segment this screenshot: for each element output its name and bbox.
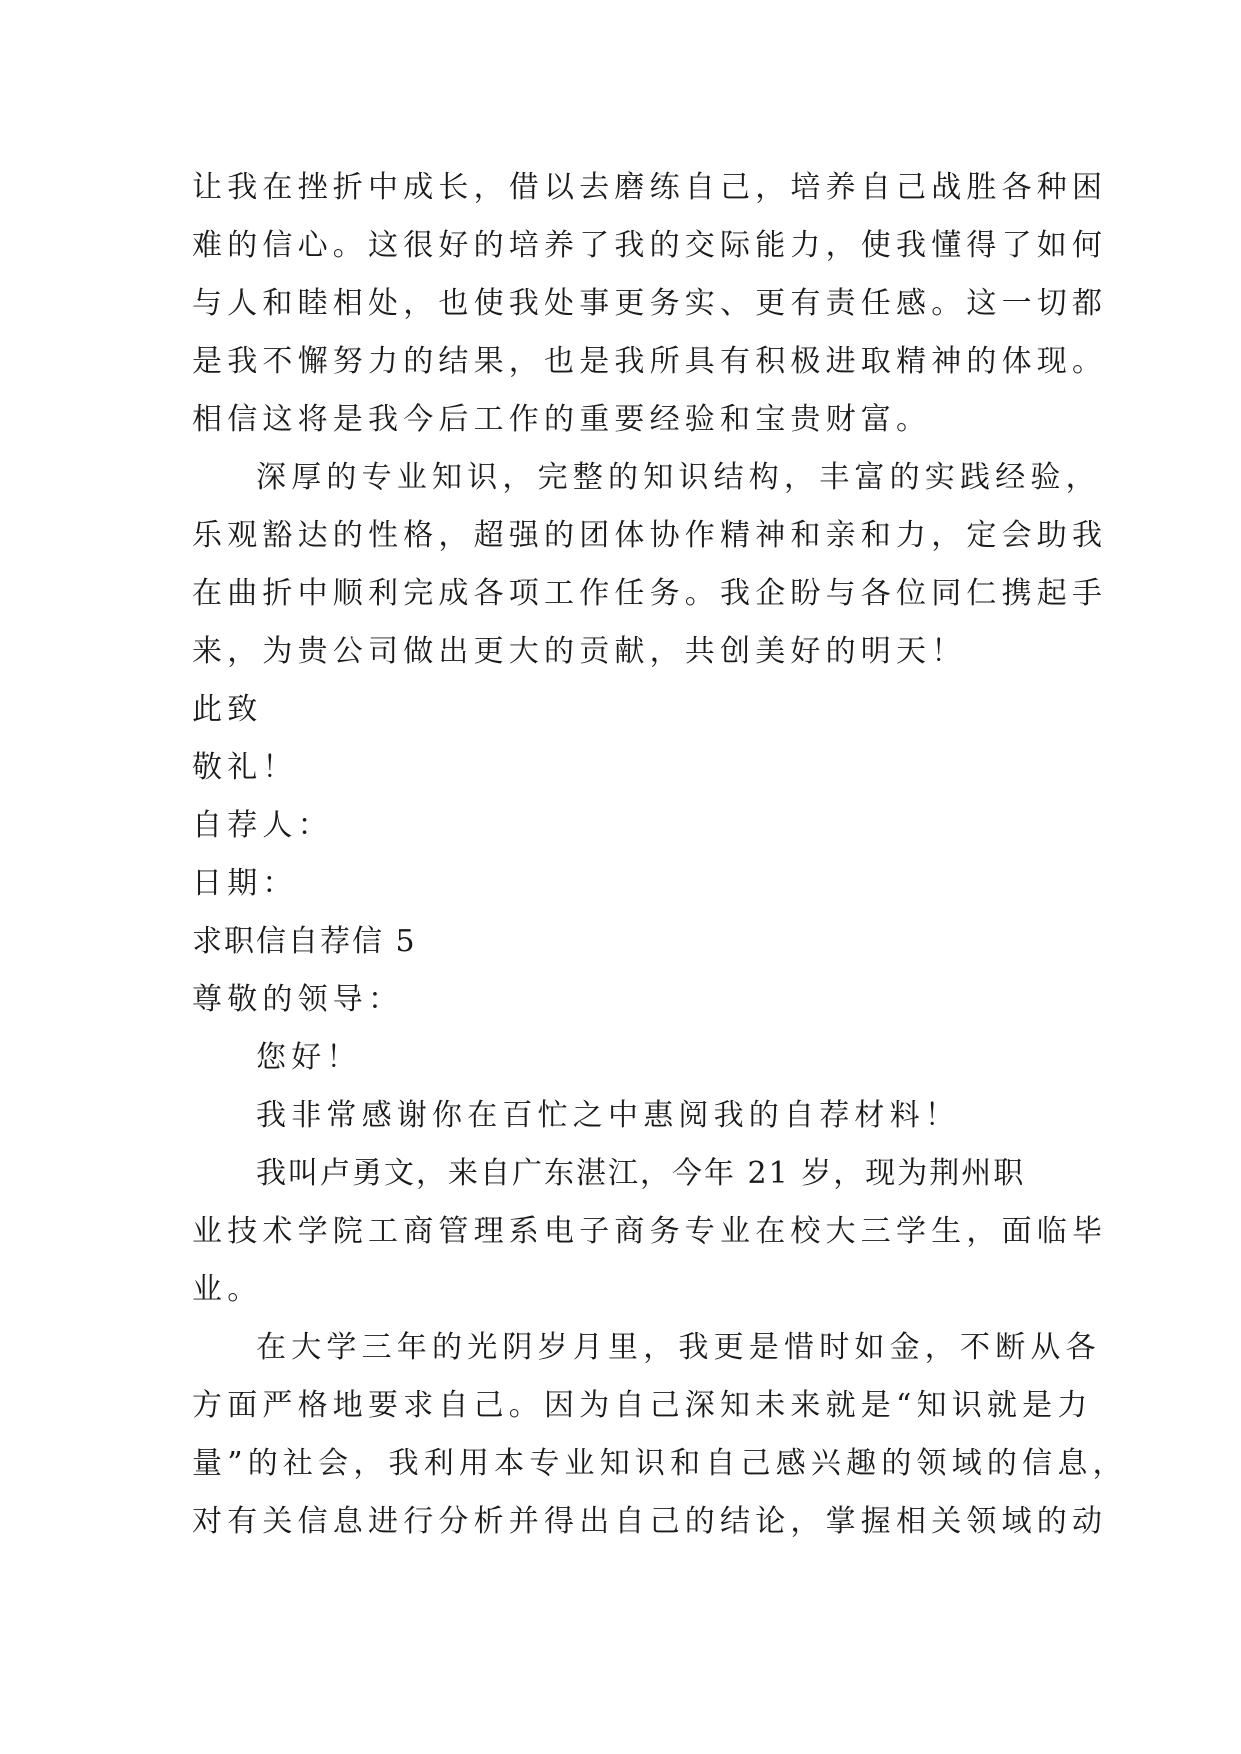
body-line: 业。 xyxy=(192,1272,263,1307)
body-line: 是我不懈努力的结果，也是我所具有积极进取精神的体现。 xyxy=(192,344,1108,379)
body-line: 来，为贵公司做出更大的贡献，共创美好的明天！ xyxy=(192,634,967,669)
paragraph-first-line: 在大学三年的光阴岁月里，我更是惜时如金，不断从各 xyxy=(256,1330,1101,1365)
body-line: 业技术学院工商管理系电子商务专业在校大三学生，面临毕 xyxy=(192,1214,1108,1249)
body-line: 难的信心。这很好的培养了我的交际能力，使我懂得了如何 xyxy=(192,228,1108,263)
body-line: 量”的社会，我利用本专业知识和自己感兴趣的领域的信息， xyxy=(192,1446,1128,1481)
greeting-line: 您好！ xyxy=(256,1040,362,1075)
letter-greeting: 尊敬的领导： xyxy=(192,982,404,1017)
letter-title: 求职信自荐信 5 xyxy=(192,924,417,959)
paragraph-first-line: 我叫卢勇文，来自广东湛江，今年 21 岁，现为荆州职 xyxy=(256,1156,1026,1191)
closing-salutation: 敬礼！ xyxy=(192,750,298,785)
body-line: 相信这将是我今后工作的重要经验和宝贵财富。 xyxy=(192,402,932,437)
body-line: 在曲折中顺利完成各项工作任务。我企盼与各位同仁携起手 xyxy=(192,576,1108,611)
body-line: 对有关信息进行分析并得出自己的结论，掌握相关领域的动 xyxy=(192,1504,1108,1539)
body-line: 方面严格地要求自己。因为自己深知未来就是“知识就是力 xyxy=(192,1388,1093,1423)
body-line: 乐观豁达的性格，超强的团体协作精神和亲和力，定会助我 xyxy=(192,518,1108,553)
body-line: 让我在挫折中成长，借以去磨练自己，培养自己战胜各种困 xyxy=(192,170,1108,205)
date-label: 日期： xyxy=(192,866,298,901)
paragraph-first-line: 深厚的专业知识，完整的知识结构，丰富的实践经验， xyxy=(256,460,1101,495)
body-line: 与人和睦相处，也使我处事更务实、更有责任感。这一切都 xyxy=(192,286,1108,321)
paragraph-first-line: 我非常感谢你在百忙之中惠阅我的自荐材料！ xyxy=(256,1098,960,1133)
closing-line: 此致 xyxy=(192,692,263,727)
signature-label: 自荐人： xyxy=(192,808,333,843)
